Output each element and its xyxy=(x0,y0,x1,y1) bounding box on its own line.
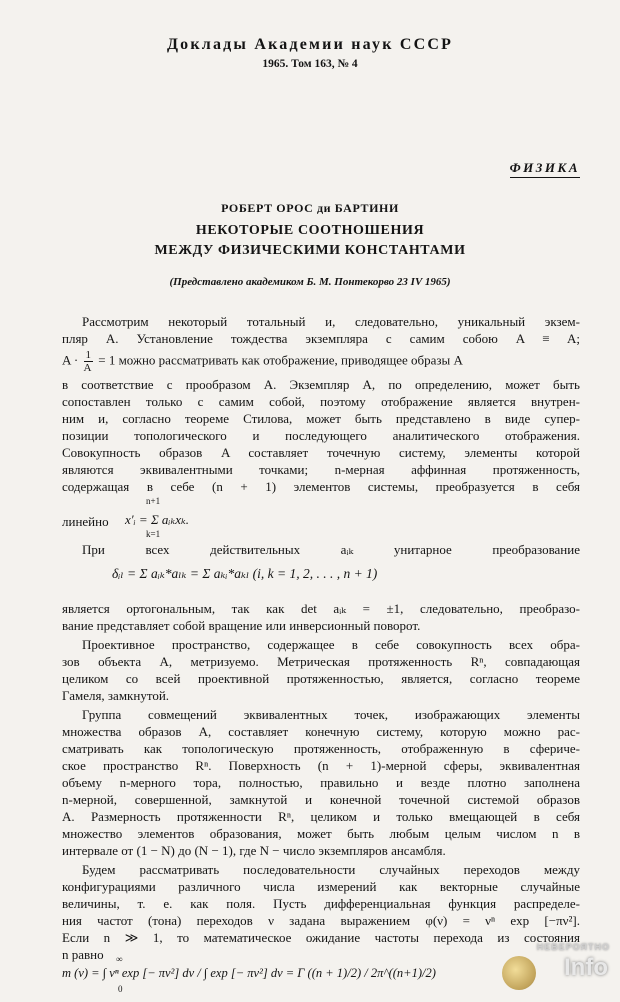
integral-upper-limit: ∞ xyxy=(116,954,123,964)
body-line: множество элементов образования, может быть любым целым числом n в xyxy=(62,826,580,841)
body-line: конфигурациями различного числа измерений как векторные случайные xyxy=(62,879,580,894)
body-line: ним и, согласно теореме Стилова, может быть представлено в виде супер- xyxy=(62,411,580,426)
article-title-line-2: МЕЖДУ ФИЗИЧЕСКИМИ КОНСТАНТАМИ xyxy=(154,243,466,258)
fraction-denominator: A xyxy=(83,362,92,374)
body-line: являются эквивалентными точками; n-мерная аффинная протяженность, xyxy=(62,462,580,477)
body-line: ское пространство Rⁿ. Поверхность (n + 1)-мерной сферы, эквивалентная xyxy=(62,758,580,773)
formula-part: A · xyxy=(62,352,79,368)
body-line: Рассмотрим некоторый тотальный и, следовательно, уникальный экзем- xyxy=(82,314,580,329)
fraction-numerator: 1 xyxy=(85,349,91,361)
watermark-logo-text: Info xyxy=(564,954,608,981)
unitary-formula: δᵢₗ = Σ aᵢₖ*aₗₖ = Σ aₖᵢ*aₖₗ (i, k = 1, 2, . . . , n + 1) xyxy=(112,566,378,581)
sum-upper-limit: n+1 xyxy=(146,496,161,506)
body-line: Группа совмещений эквивалентных точек, изображающих элементы xyxy=(82,707,580,722)
body-word: линейно xyxy=(62,514,109,529)
body-line: n-мерной, совершенной, замкнутой и конечной точечной системой образов xyxy=(62,792,580,807)
body-line: n равно xyxy=(62,947,104,962)
body-line: целиком со всей проективной протяженностью, является, согласно теореме xyxy=(62,671,580,686)
body-line: множества образов A, составляет конечную систему, которую можно рас- xyxy=(62,724,580,739)
body-line: Гамеля, замкнутой. xyxy=(62,688,170,703)
body-line: сопоставлен только с самим собой, поэтому отображение является внутрен- xyxy=(62,394,580,409)
issue-info: 1965. Том 163, № 4 xyxy=(262,58,358,70)
article-title-line-1: НЕКОТОРЫЕ СООТНОШЕНИЯ xyxy=(195,223,425,238)
body-line: пляр A. Установление тождества экземпляра с самим собою A ≡ A; xyxy=(62,331,580,346)
body-line-with-fraction xyxy=(62,349,580,374)
body-line: Проективное пространство, содержащее в себе совокупность всех обра- xyxy=(82,637,580,652)
body-line: является ортогональным, так как det aᵢₖ = ±1, следовательно, преобразо- xyxy=(62,601,580,616)
body-line: зов объекта A, метризуемо. Метрическая протяженность Rⁿ, совпадающая xyxy=(62,654,580,669)
body-line: величины, т. е. как поля. Пусть дифференциальная функция распределе- xyxy=(62,896,580,911)
author-name: РОБЕРТ ОРОС ди БАРТИНИ xyxy=(221,201,399,215)
body-line: Будем рассматривать последовательности случайных переходов между xyxy=(82,862,580,877)
integral-lower-limit: 0 xyxy=(118,984,123,994)
body-line: в соответствие с прообразом A. Экземпляр A, по определению, может быть xyxy=(62,377,580,392)
body-line: Если n ≫ 1, то математическое ожидание частоты перехода из состояния xyxy=(62,930,580,945)
watermark-tagline: НЕВЕРОЯТНО xyxy=(536,942,610,952)
fraction xyxy=(84,349,94,374)
body-line: вание представляет собой вращение или инверсионный поворот. xyxy=(62,618,421,633)
body-line: содержащая в себе (n + 1) элементов системы, преобразуется в себя xyxy=(62,479,580,494)
linear-transform-formula: x′ᵢ = Σ aᵢₖxₖ. xyxy=(125,512,189,527)
body-line: Совокупность образов A составляет точечную систему, элементы которой xyxy=(62,445,580,460)
formula-part: = 1 можно рассматривать как отображение, приводящее образы A xyxy=(98,352,463,368)
journal-title: Доклады Академии наук СССР xyxy=(166,36,454,53)
site-watermark xyxy=(496,938,614,996)
expectation-formula: m (ν) = ∫ νⁿ exp [− πν²] dν / ∫ exp [− πν²] dν = Γ ((n + 1)/2) / 2π^((n+1)/2) xyxy=(62,966,436,980)
body-line: При всех действительных aᵢₖ унитарное преобразование xyxy=(82,542,580,557)
section-heading: ФИЗИКА xyxy=(510,160,580,178)
body-line: объему n-мерного тора, полностью, правильно и везде плотно заполнена xyxy=(62,775,580,790)
sum-lower-limit: k=1 xyxy=(146,529,161,539)
body-line: ния частот (тона) переходов ν задана выражением φ(ν) = νⁿ exp [−πν²]. xyxy=(62,913,580,928)
body-line: позиции топологического и последующего аналитического отображения. xyxy=(62,428,580,443)
body-line: интервале от (1 − N) до (N − 1), где N − число экземпляров ансамбля. xyxy=(62,843,446,858)
body-line: A. Размерность протяженности Rⁿ, целиком и только вмещающей в себя xyxy=(62,809,580,824)
coin-logo-icon xyxy=(502,956,536,990)
body-line: сматривать как топологическую протяженность, отображенную в сфериче- xyxy=(62,741,580,756)
presented-by: (Представлено академиком Б. М. Понтекорво 23 IV 1965) xyxy=(169,276,451,288)
